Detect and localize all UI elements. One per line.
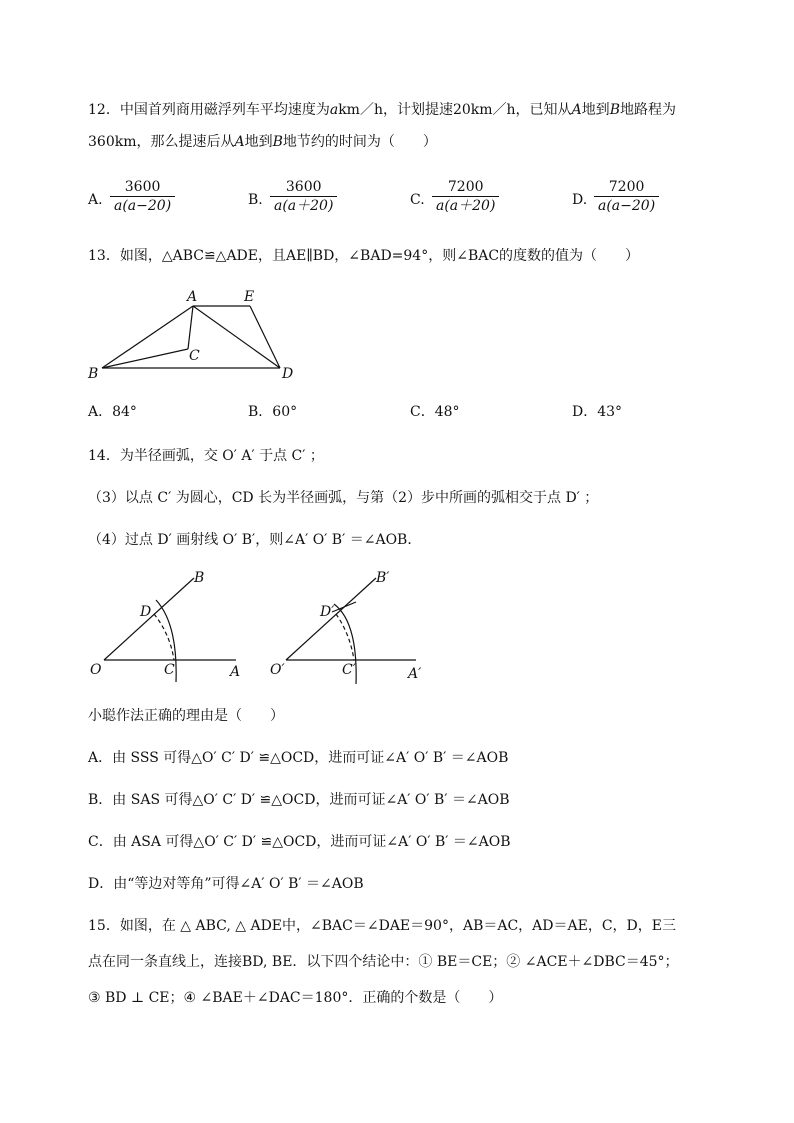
q13-figure bbox=[80, 284, 320, 384]
q14-option-b[interactable]: B．由 SAS 可得△O′ C′ D′ ≌△OCD，进而可证∠A′ O′ B′ ＝∠AOB bbox=[88, 792, 510, 808]
q13-option-a[interactable]: A．84° bbox=[88, 404, 137, 420]
q14-option-c[interactable]: C．由 ASA 可得△O′ C′ D′ ≌△OCD，进而可证∠A′ O′ B′ ＝∠AOB bbox=[88, 834, 511, 850]
q14-line-3: （4）过点 D′ 画射线 O′ B′，则∠A′ O′ B′ ＝∠AOB． bbox=[88, 532, 422, 548]
q14-prompt: 小聪作法正确的理由是（ ） bbox=[88, 708, 284, 724]
fraction: $\frac{3600}{a(a-20)}$ bbox=[110, 178, 175, 215]
option-label: A. bbox=[88, 192, 103, 208]
label-b-prime: B′ bbox=[376, 570, 390, 586]
label-a-prime: A′ bbox=[408, 666, 422, 682]
label-o-prime: O′ bbox=[270, 662, 285, 678]
q15-line-2: 点在同一条直线上，连接BD, BE．以下四个结论中：① BE＝CE；② ∠ACE＋∠DBC＝45°； bbox=[88, 954, 679, 970]
q14-figure-left bbox=[86, 564, 256, 688]
label-d: D bbox=[140, 604, 152, 620]
q12-line-1: 12．中国首列商用磁浮列车平均速度为akm／h，计划提速20km／h，已知从A地到B地路程为 bbox=[88, 102, 676, 118]
q13-option-c[interactable]: C．48° bbox=[410, 404, 460, 420]
label-a: A bbox=[230, 664, 241, 680]
small-arc bbox=[332, 602, 356, 612]
label-c: C bbox=[164, 662, 175, 678]
q13-option-d[interactable]: D．43° bbox=[572, 404, 623, 420]
dashed-cd bbox=[154, 614, 174, 660]
label-d-prime: D′ bbox=[320, 604, 335, 620]
option-label: D. bbox=[572, 192, 588, 208]
q14-line-1: 14．为半径画弧，交 O′ A′ 于点 C′ ； bbox=[88, 448, 324, 464]
q13-text: 13．如图，△ABC≌△ADE，且AE∥BD，∠BAD=94°，则∠BAC的度数的值为（ ） bbox=[88, 248, 640, 264]
label-c: C bbox=[189, 348, 200, 364]
label-c-prime: C′ bbox=[342, 662, 356, 678]
label-b: B bbox=[194, 570, 205, 586]
label-e: E bbox=[244, 289, 255, 305]
fraction: $\frac{3600}{a(a+20)}$ bbox=[270, 178, 337, 215]
label-d: D bbox=[282, 366, 294, 382]
option-label: B. bbox=[248, 192, 263, 208]
q14-option-a[interactable]: A．由 SSS 可得△O′ C′ D′ ≌△OCD，进而可证∠A′ O′ B′ ＝∠AOB bbox=[88, 750, 509, 766]
dashed-c-d-prime bbox=[336, 614, 354, 660]
q15-line-3: ③ BD ⊥ CE；④ ∠BAE＋∠DAC＝180°．正确的个数是（ ） bbox=[88, 990, 503, 1006]
q12-line-2: 360km，那么提速后从A地到B地节约的时间为（ ） bbox=[88, 134, 437, 150]
q14-line-2: （3）以点 C′ 为圆心，CD 长为半径画弧，与第（2）步中所画的弧相交于点 D′ ； bbox=[88, 490, 599, 506]
segment-ac bbox=[188, 306, 193, 349]
label-o: O bbox=[90, 662, 102, 678]
segment-ed bbox=[250, 306, 280, 368]
segment-ba bbox=[102, 306, 193, 368]
label-a: A bbox=[187, 289, 198, 305]
fraction: $\frac{7200}{a(a+20)}$ bbox=[432, 178, 499, 215]
segment-ad bbox=[193, 306, 280, 368]
q14-figure-right bbox=[268, 564, 448, 688]
q14-option-d[interactable]: D．由“等边对等角”可得∠A′ O′ B′ ＝∠AOB bbox=[88, 876, 364, 892]
q15-line-1: 15．如图，在 △ ABC, △ ADE中，∠BAC＝∠DAE＝90°，AB＝AC，AD＝AE，C，D，E三 bbox=[88, 918, 677, 934]
label-b: B bbox=[88, 366, 99, 382]
option-label: C. bbox=[410, 192, 425, 208]
q13-option-b[interactable]: B．60° bbox=[248, 404, 298, 420]
fraction: $\frac{7200}{a(a-20)}$ bbox=[594, 178, 659, 215]
